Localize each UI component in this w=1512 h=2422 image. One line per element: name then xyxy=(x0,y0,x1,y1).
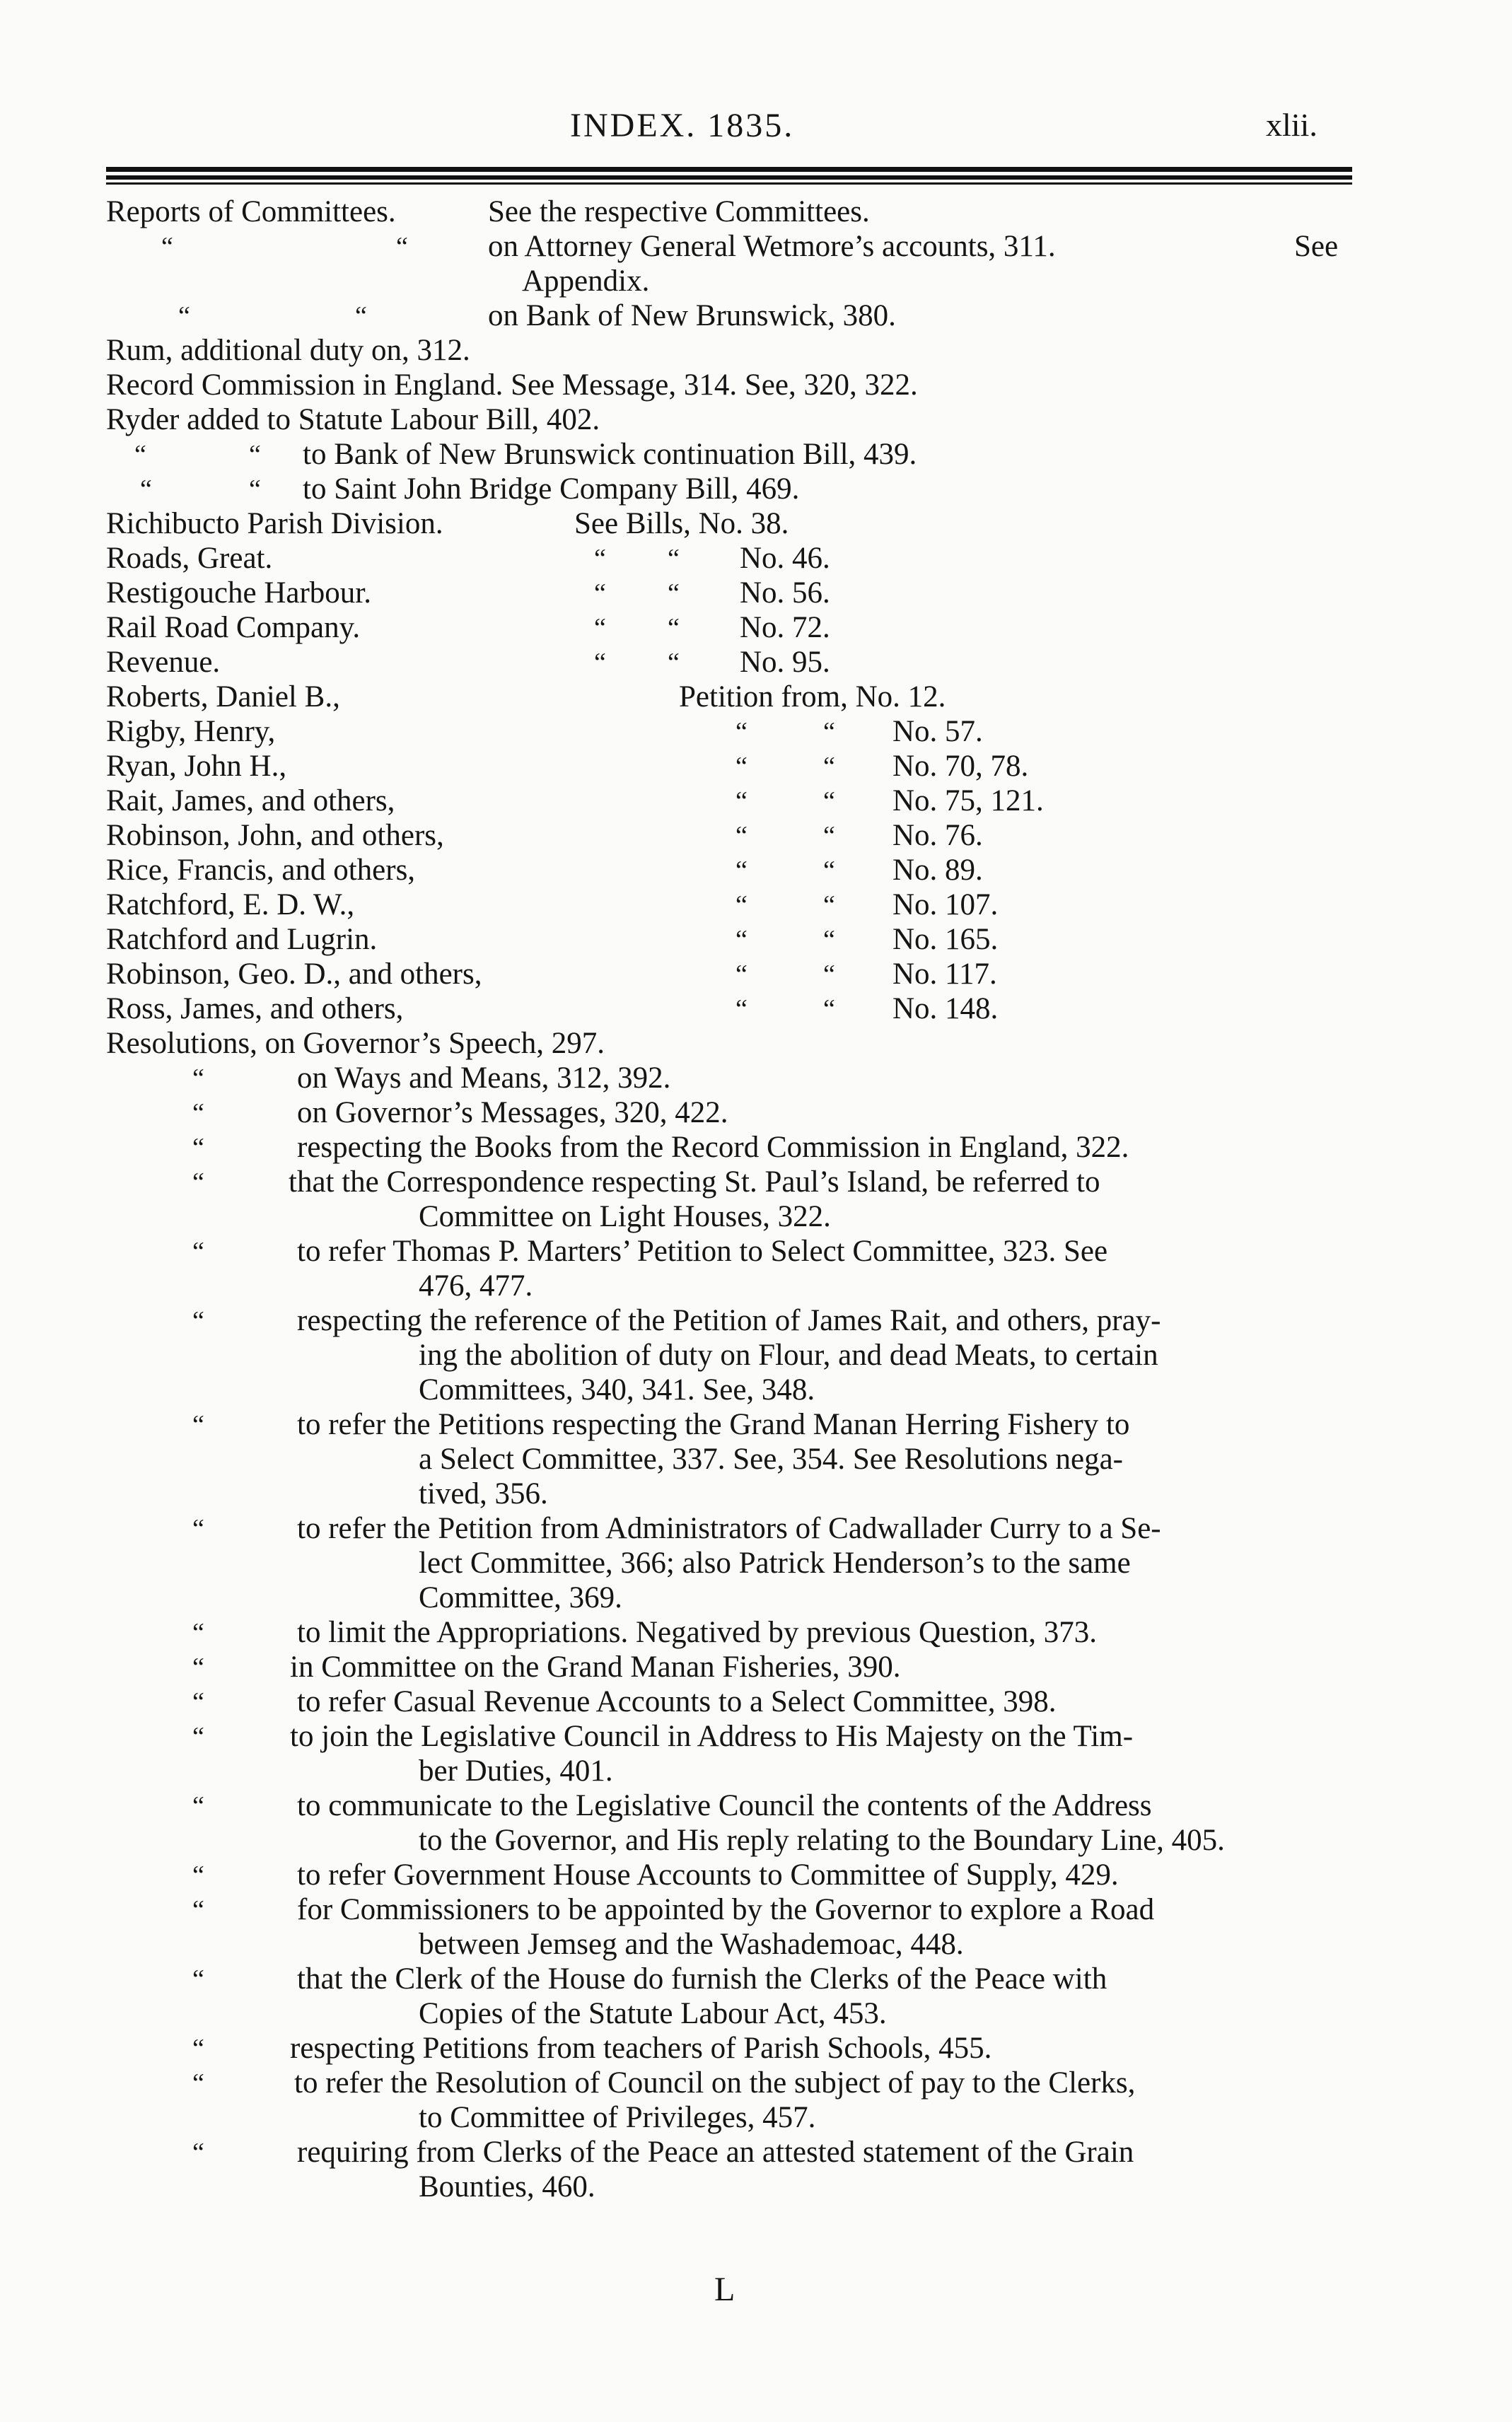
index-entry-text: Rice, Francis, and others, xyxy=(106,854,416,887)
index-entry-text: No. 75, 121. xyxy=(892,784,1044,817)
index-entry-text: Richibucto Parish Division. xyxy=(106,507,443,540)
index-entry-text: Copies of the Statute Labour Act, 453. xyxy=(419,1997,887,2030)
index-entry-text: requiring from Clerks of the Peace an attested statement of the Grain xyxy=(297,2136,1134,2169)
index-entry-text: Ross, James, and others, xyxy=(106,992,404,1025)
index-entry-text: lect Committee, 366; also Patrick Henderson’s to the same xyxy=(419,1547,1131,1580)
index-entry-text: to limit the Appropriations. Negatived by previous Question, 373. xyxy=(297,1616,1097,1649)
index-entry-text: tived, 356. xyxy=(419,1477,548,1510)
ditto-mark: “ xyxy=(192,1653,204,1682)
ditto-mark: “ xyxy=(192,1861,204,1890)
ditto-mark: “ xyxy=(668,613,680,643)
ditto-mark: “ xyxy=(823,960,835,989)
page-title: INDEX. 1835. xyxy=(570,107,795,144)
index-entry-text: No. 165. xyxy=(892,923,999,956)
index-entry-text: No. 95. xyxy=(740,646,830,679)
signature-mark: L xyxy=(714,2271,735,2308)
ditto-mark: “ xyxy=(735,960,748,989)
index-entry-text: to refer the Petitions respecting the Grand Manan Herring Fishery to xyxy=(297,1408,1130,1441)
ditto-mark: “ xyxy=(192,1514,204,1544)
ditto-mark: “ xyxy=(823,925,835,955)
index-entry-text: to refer Thomas P. Marters’ Petition to Select Committee, 323. See xyxy=(297,1235,1108,1268)
ditto-mark: “ xyxy=(735,925,748,955)
index-entry-text: See Bills, No. 38. xyxy=(574,507,789,540)
ditto-mark: “ xyxy=(192,1722,204,1752)
ditto-mark: “ xyxy=(192,1237,204,1267)
ditto-mark: “ xyxy=(355,301,367,331)
ditto-mark: “ xyxy=(192,1410,204,1440)
ditto-mark: “ xyxy=(192,1964,204,1994)
index-entry-text: Ratchford, E. D. W., xyxy=(106,888,355,921)
index-entry-text: Restigouche Harbour. xyxy=(106,576,371,610)
ditto-mark: “ xyxy=(823,752,835,781)
ditto-mark: “ xyxy=(192,1168,204,1197)
index-entry-text: Ratchford and Lugrin. xyxy=(106,923,378,956)
ditto-mark: “ xyxy=(735,821,748,851)
index-entry-text: No. 70, 78. xyxy=(892,750,1029,783)
ditto-mark: “ xyxy=(735,856,748,885)
index-entry-text: ber Duties, 401. xyxy=(419,1754,613,1788)
index-entry-text: No. 76. xyxy=(892,819,983,852)
index-entry-text: to communicate to the Legislative Council the contents of the Address xyxy=(297,1789,1152,1822)
index-entry-text: on Attorney General Wetmore’s accounts, 311. xyxy=(488,230,1056,263)
ditto-mark: “ xyxy=(735,786,748,816)
index-entry-text: for Commissioners to be appointed by the Governor to explore a Road xyxy=(297,1893,1155,1926)
index-entry-text: on Governor’s Messages, 320, 422. xyxy=(297,1096,728,1129)
ditto-mark: “ xyxy=(192,1064,204,1093)
index-entry-text: respecting the Books from the Record Commission in England, 322. xyxy=(297,1131,1129,1164)
index-entry-text: to Bank of New Brunswick continuation Bill, 439. xyxy=(303,438,917,471)
ditto-mark: “ xyxy=(140,474,152,504)
ditto-mark: “ xyxy=(161,232,173,262)
index-entry-text: Rait, James, and others, xyxy=(106,784,395,817)
index-entry-text: Reports of Committees. xyxy=(106,195,396,228)
ditto-mark: “ xyxy=(594,544,606,574)
index-entry-text: to refer the Resolution of Council on the subject of pay to the Clerks, xyxy=(294,2066,1136,2100)
index-entry-text: between Jemseg and the Washademoac, 448. xyxy=(419,1928,964,1961)
ditto-mark: “ xyxy=(192,2068,204,2098)
ditto-mark: “ xyxy=(668,544,680,574)
ditto-mark: “ xyxy=(192,2034,204,2063)
index-entry-text: to Saint John Bridge Company Bill, 469. xyxy=(303,472,800,506)
ditto-mark: “ xyxy=(192,1306,204,1336)
index-entry-text: Bounties, 460. xyxy=(419,2170,595,2203)
index-entry-text: See xyxy=(1294,230,1339,263)
index-entry-text: Rum, additional duty on, 312. xyxy=(106,334,470,367)
ditto-mark: “ xyxy=(192,1618,204,1648)
index-entry-text: No. 117. xyxy=(892,957,997,991)
index-entry-text: No. 89. xyxy=(892,854,983,887)
index-entry-text: No. 46. xyxy=(740,542,830,575)
index-entry-text: 476, 477. xyxy=(419,1269,533,1303)
index-entry-text: respecting the reference of the Petition of James Rait, and others, pray- xyxy=(297,1304,1161,1337)
index-entry-text: to refer Casual Revenue Accounts to a Select Committee, 398. xyxy=(297,1685,1057,1718)
index-entry-text: Record Commission in England. See Message, 314. See, 320, 322. xyxy=(106,368,918,402)
index-entry-text: Robinson, John, and others, xyxy=(106,819,444,852)
ditto-mark: “ xyxy=(594,613,606,643)
ditto-mark: “ xyxy=(823,717,835,747)
index-entry-text: Rigby, Henry, xyxy=(106,715,276,748)
index-entry-text: a Select Committee, 337. See, 354. See Resolutions nega- xyxy=(419,1443,1123,1476)
ditto-mark: “ xyxy=(249,440,261,470)
ditto-mark: “ xyxy=(735,717,748,747)
ditto-mark: “ xyxy=(735,890,748,920)
ditto-mark: “ xyxy=(594,648,606,677)
index-entry-text: No. 57. xyxy=(892,715,983,748)
index-entry-text: Revenue. xyxy=(106,646,221,679)
index-entry-text: that the Clerk of the House do furnish the Clerks of the Peace with xyxy=(297,1962,1107,1996)
index-entry-text: to join the Legislative Council in Address to His Majesty on the Tim- xyxy=(290,1720,1134,1753)
ditto-mark: “ xyxy=(823,786,835,816)
index-entry-text: See the respective Committees. xyxy=(488,195,870,228)
index-entry-text: respecting Petitions from teachers of Parish Schools, 455. xyxy=(290,2032,992,2065)
ditto-mark: “ xyxy=(178,301,190,331)
index-entry-text: Roberts, Daniel B., xyxy=(106,680,340,714)
ditto-mark: “ xyxy=(823,890,835,920)
index-entry-text: Roads, Great. xyxy=(106,542,273,575)
index-entry-text: that the Correspondence respecting St. Paul’s Island, be referred to xyxy=(289,1165,1100,1199)
index-entry-text: No. 148. xyxy=(892,992,999,1025)
ditto-mark: “ xyxy=(735,752,748,781)
index-entry-text: Ryder added to Statute Labour Bill, 402. xyxy=(106,403,600,436)
ditto-mark: “ xyxy=(192,1098,204,1128)
ditto-mark: “ xyxy=(192,1895,204,1925)
index-entry-text: Committees, 340, 341. See, 348. xyxy=(419,1373,815,1407)
index-entry-text: Robinson, Geo. D., and others, xyxy=(106,957,482,991)
index-entry-text: Appendix. xyxy=(522,264,650,298)
index-entry-text: on Bank of New Brunswick, 380. xyxy=(488,299,896,332)
ditto-mark: “ xyxy=(249,474,261,504)
page-number: xlii. xyxy=(1266,107,1318,143)
ditto-mark: “ xyxy=(668,648,680,677)
ditto-mark: “ xyxy=(823,821,835,851)
index-entry-text: on Ways and Means, 312, 392. xyxy=(297,1061,671,1095)
index-entry-text: No. 107. xyxy=(892,888,999,921)
ditto-mark: “ xyxy=(823,994,835,1024)
index-entry-text: to refer the Petition from Administrators of Cadwallader Curry to a Se- xyxy=(297,1512,1161,1545)
index-entry-text: No. 56. xyxy=(740,576,830,610)
ditto-mark: “ xyxy=(192,1687,204,1717)
ditto-mark: “ xyxy=(823,856,835,885)
ditto-mark: “ xyxy=(192,2138,204,2167)
ditto-mark: “ xyxy=(668,578,680,608)
index-entry-text: ing the abolition of duty on Flour, and dead Meats, to certain xyxy=(419,1339,1158,1372)
index-entry-text: Resolutions, on Governor’s Speech, 297. xyxy=(106,1027,605,1060)
index-entry-text: to refer Government House Accounts to Committee of Supply, 429. xyxy=(297,1858,1119,1892)
index-entry-text: Petition from, No. 12. xyxy=(679,680,946,714)
ditto-mark: “ xyxy=(192,1791,204,1821)
ditto-mark: “ xyxy=(594,578,606,608)
index-entry-text: to the Governor, and His reply relating to the Boundary Line, 405. xyxy=(419,1824,1225,1857)
index-entry-text: No. 72. xyxy=(740,611,830,644)
ditto-mark: “ xyxy=(134,440,146,470)
index-entry-text: Rail Road Company. xyxy=(106,611,361,644)
index-entry-text: Committee, 369. xyxy=(419,1581,622,1614)
ditto-mark: “ xyxy=(735,994,748,1024)
ditto-mark: “ xyxy=(396,232,408,262)
index-entry-text: to Committee of Privileges, 457. xyxy=(419,2101,816,2134)
ditto-mark: “ xyxy=(192,1133,204,1163)
index-entry-text: Committee on Light Houses, 322. xyxy=(419,1200,831,1233)
index-entry-text: Ryan, John H., xyxy=(106,750,287,783)
index-entry-text: in Committee on the Grand Manan Fisheries, 390. xyxy=(290,1650,901,1684)
